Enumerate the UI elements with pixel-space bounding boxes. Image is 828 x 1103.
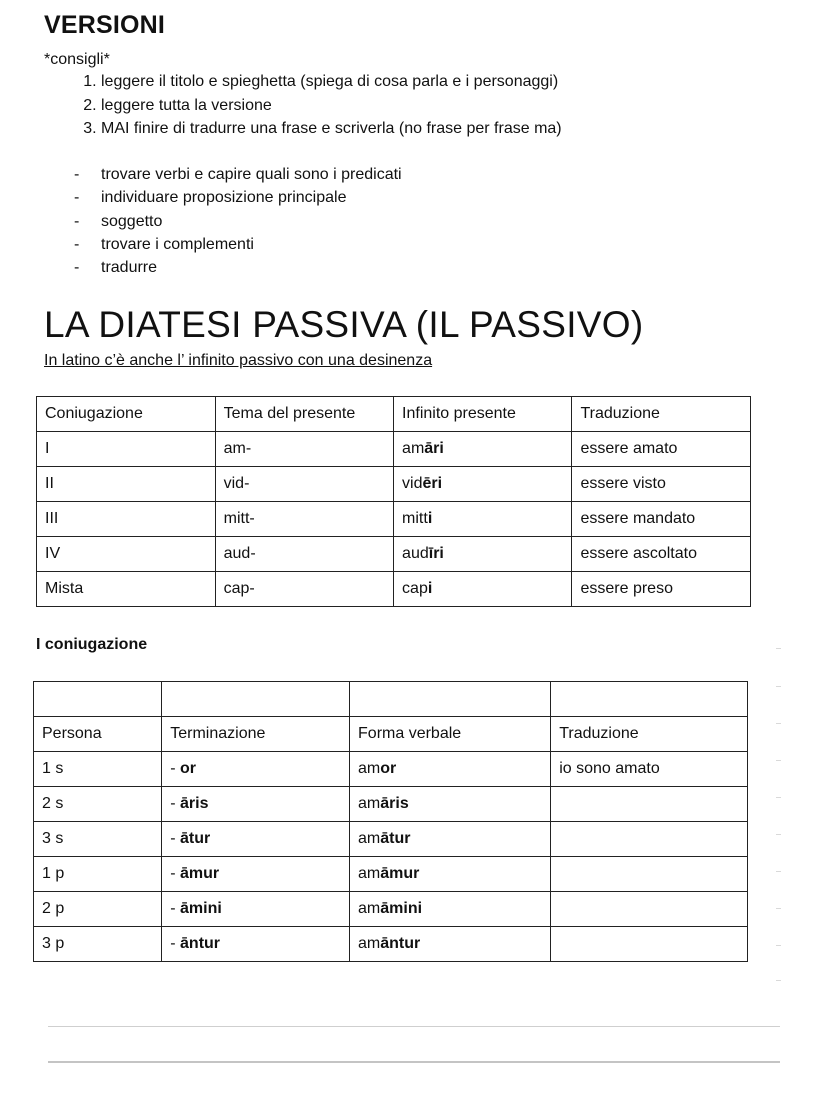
table-row — [34, 787, 748, 822]
passivo-subtitle: In latino c’è anche l’ infinito passivo con una desinenza — [44, 352, 433, 369]
infinito-ending: i — [427, 580, 433, 597]
persona-cell: 3 s — [34, 822, 162, 857]
forma-stem: am — [358, 795, 381, 812]
header-cell: Forma verbale — [350, 717, 551, 752]
empty-cell — [350, 682, 551, 717]
header-cell: Tema del presente — [215, 397, 393, 432]
forma-ending: āntur — [380, 935, 421, 952]
persona-cell: 2 p — [34, 892, 162, 927]
table-row — [37, 467, 751, 502]
infinito-ending: īri — [428, 545, 444, 562]
table-row — [34, 857, 748, 892]
coniugazione-cell: II — [37, 467, 216, 502]
infinito-stem: aud — [402, 545, 429, 562]
forma-cell — [350, 787, 551, 822]
table-row — [37, 537, 751, 572]
infinito-stem: am — [402, 440, 425, 457]
margin-tick — [776, 797, 781, 798]
consigli-label: *consigli* — [44, 51, 110, 68]
margin-tick — [776, 908, 781, 909]
header-cell: Terminazione — [162, 717, 350, 752]
empty-cell — [551, 682, 748, 717]
header-cell: Infinito presente — [394, 397, 572, 432]
forma-ending: āris — [380, 795, 409, 812]
traduzione-cell: essere amato — [572, 432, 751, 467]
term-dash: - — [170, 760, 181, 777]
versioni-title: VERSIONI — [44, 11, 166, 39]
terminazione-cell — [162, 857, 350, 892]
tema-cell: vid- — [215, 467, 393, 502]
infinito-stem: mitt — [402, 510, 428, 527]
empty-row — [34, 682, 748, 717]
term-ending: or — [180, 760, 197, 777]
empty-cell — [34, 682, 162, 717]
table-header-row — [34, 717, 748, 752]
forma-stem: am — [358, 935, 381, 952]
forma-stem: am — [358, 865, 381, 882]
margin-tick — [776, 945, 781, 946]
tema-cell: cap- — [215, 572, 393, 607]
infinito-stem: vid — [402, 475, 423, 492]
coniugazione-cell: IV — [37, 537, 216, 572]
term-ending: āris — [180, 795, 209, 812]
infinito-cell — [394, 467, 572, 502]
step-item: 1. leggere il titolo e spieghetta (spiega di cosa parla e i personaggi) — [101, 70, 562, 94]
traduzione-cell: io sono amato — [551, 752, 748, 787]
margin-tick — [776, 980, 781, 981]
term-dash: - — [170, 830, 181, 847]
divider-line — [48, 1026, 780, 1027]
infinito-ending: ēri — [422, 475, 443, 492]
coniugazione-cell: Mista — [37, 572, 216, 607]
infinito-table — [36, 396, 751, 607]
term-ending: āntur — [180, 935, 221, 952]
traduzione-cell — [551, 857, 748, 892]
forma-cell — [350, 927, 551, 962]
infinito-ending: i — [427, 510, 433, 527]
table-row — [37, 572, 751, 607]
step-item: 2. leggere tutta la versione — [101, 94, 562, 118]
forma-cell — [350, 752, 551, 787]
table-row — [37, 432, 751, 467]
margin-tick — [776, 760, 781, 761]
traduzione-cell — [551, 787, 748, 822]
margin-tick — [776, 686, 781, 687]
header-cell: Coniugazione — [37, 397, 216, 432]
term-dash: - — [170, 935, 181, 952]
forma-ending: ātur — [380, 830, 411, 847]
coniugazione-table — [33, 681, 748, 962]
forma-ending: āmini — [380, 900, 423, 917]
coniugazione-cell: III — [37, 502, 216, 537]
table-row — [34, 927, 748, 962]
dash-item: - individuare proposizione principale — [74, 186, 402, 209]
infinito-cell — [394, 572, 572, 607]
step-item: 3. MAI finire di tradurre una frase e scriverla (no frase per frase ma) — [101, 117, 562, 141]
persona-cell: 1 p — [34, 857, 162, 892]
term-ending: āmini — [180, 900, 222, 917]
dash-item: - tradurre — [74, 256, 402, 279]
section-heading: I coniugazione — [36, 636, 148, 653]
forma-stem: am — [358, 900, 381, 917]
traduzione-cell: essere visto — [572, 467, 751, 502]
term-dash: - — [170, 900, 181, 917]
table-row — [34, 822, 748, 857]
forma-ending: āmur — [380, 865, 420, 882]
persona-cell: 1 s — [34, 752, 162, 787]
persona-cell: 2 s — [34, 787, 162, 822]
header-cell: Persona — [34, 717, 162, 752]
table-row — [34, 752, 748, 787]
table-row — [37, 502, 751, 537]
terminazione-cell — [162, 927, 350, 962]
term-dash: - — [170, 865, 181, 882]
traduzione-cell — [551, 927, 748, 962]
terminazione-cell — [162, 787, 350, 822]
coniugazione-cell: I — [37, 432, 216, 467]
header-cell: Traduzione — [572, 397, 751, 432]
forma-cell — [350, 857, 551, 892]
traduzione-cell: essere mandato — [572, 502, 751, 537]
passivo-title: LA DIATESI PASSIVA (IL PASSIVO) — [44, 304, 644, 345]
infinito-cell — [394, 537, 572, 572]
tema-cell: mitt- — [215, 502, 393, 537]
terminazione-cell — [162, 892, 350, 927]
forma-stem: am — [358, 830, 381, 847]
margin-tick — [776, 723, 781, 724]
traduzione-cell — [551, 892, 748, 927]
margin-tick — [776, 871, 781, 872]
forma-ending: or — [380, 760, 397, 777]
dash-item: - trovare i complementi — [74, 233, 402, 256]
dash-list — [74, 163, 402, 279]
term-ending: ātur — [180, 830, 211, 847]
forma-stem: am — [358, 760, 381, 777]
forma-cell — [350, 822, 551, 857]
tema-cell: aud- — [215, 537, 393, 572]
forma-cell — [350, 892, 551, 927]
persona-cell: 3 p — [34, 927, 162, 962]
traduzione-cell: essere preso — [572, 572, 751, 607]
margin-tick — [776, 648, 781, 649]
divider-line — [48, 1061, 780, 1063]
infinito-stem: cap — [402, 580, 428, 597]
steps-list — [74, 70, 562, 141]
term-dash: - — [170, 795, 181, 812]
traduzione-cell: essere ascoltato — [572, 537, 751, 572]
dash-item: - soggetto — [74, 210, 402, 233]
table-row — [34, 892, 748, 927]
table-header-row — [37, 397, 751, 432]
traduzione-cell — [551, 822, 748, 857]
empty-cell — [162, 682, 350, 717]
header-cell: Traduzione — [551, 717, 748, 752]
tema-cell: am- — [215, 432, 393, 467]
terminazione-cell — [162, 822, 350, 857]
terminazione-cell — [162, 752, 350, 787]
infinito-cell — [394, 432, 572, 467]
infinito-ending: āri — [424, 440, 444, 457]
term-ending: āmur — [180, 865, 220, 882]
dash-item: - trovare verbi e capire quali sono i predicati — [74, 163, 402, 186]
margin-tick — [776, 834, 781, 835]
infinito-cell — [394, 502, 572, 537]
